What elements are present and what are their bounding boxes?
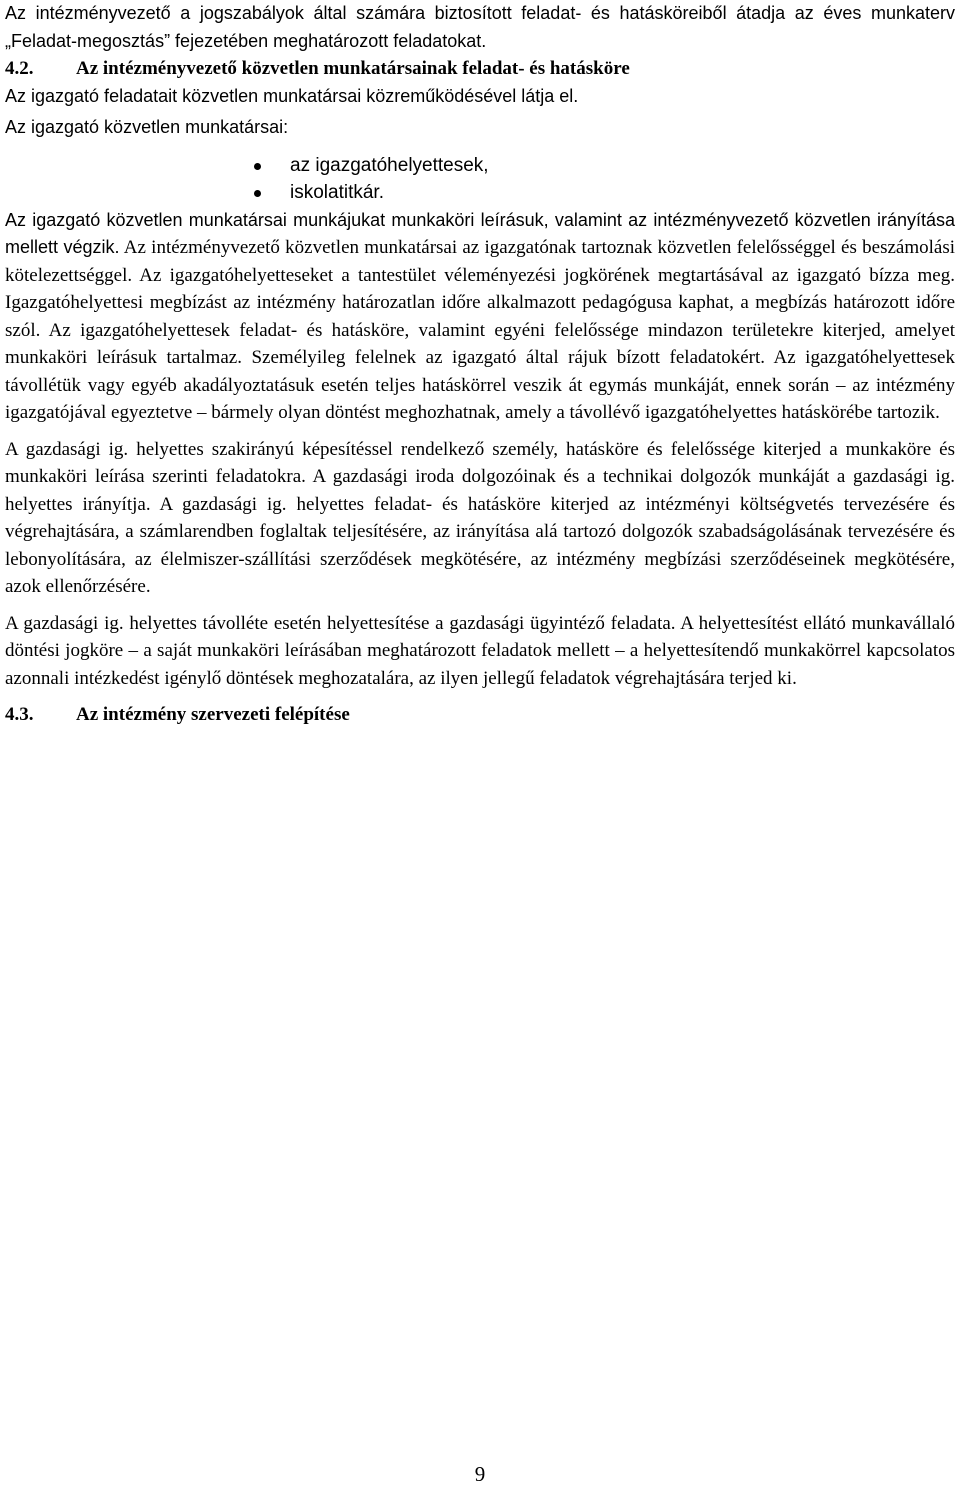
- section-4-2-number: 4.2.: [5, 58, 34, 79]
- paragraph-3-part-2: Az intézményvezető közvetlen munkatársai az igazgatónak tartoznak közvetlen felelősséggel és beszámolási kötelezettséggel. Az igazgatóhelyetteseket a tantestület véleményezési jogkörének megtartásával az igazgató bízza meg. Igazgatóhelyettesi megbízást az intézmény határozatlan időre alkalmazott pedagógusa kaphat, a megbízás határozott időre szól. Az igazgatóhelyettesek feladat- és hatásköre, valamint egyéni felelőssége mindazon területekre kiterjed, amelyet munkaköri leírásuk tartalmaz. Személyileg felelnek az igazgató által rájuk bízott feladatokért. Az igazgatóhelyettesek távollétük vagy egyéb akadályoztatásuk esetén teljes hatáskörrel veszik át egymás munkáját, ennek során – az intézmény igazgatójával egyeztetve – bármely olyan döntést meghozhatnak, amely a távollévő igazgatóhelyettes hatáskörébe tartozik.: [5, 237, 955, 423]
- list-item: [5, 179, 955, 207]
- paragraph-2: Az igazgató közvetlen munkatársai:: [5, 117, 289, 137]
- bullet-icon: [254, 190, 261, 197]
- assistants-list: [5, 152, 955, 207]
- section-4-3-number: 4.3.: [5, 704, 34, 725]
- list-item: [5, 152, 955, 180]
- bullet-icon: [254, 163, 261, 170]
- paragraph-5: A gazdasági ig. helyettes távolléte esetén helyettesítése a gazdasági ügyintéző feladata. A helyettesítést ellátó munkavállaló döntési jogköre – a saját munkaköri leírásában meghatározott feladatok mellett – a helyettesítendő munkakörrel kapcsolatos azonnali intézkedést igénylő döntések meghozatalára, az ilyen jellegű feladatok végrehajtására terjed ki.: [5, 612, 955, 689]
- page-number: 9: [474, 1462, 486, 1486]
- document-page: [5, 0, 955, 729]
- intro-paragraph: Az intézményvezető a jogszabályok által számára biztosított feladat- és hatásköreiből átadja az éves munkaterv „Feladat-megosztás” fejezetében meghatározott feladatokat.: [5, 3, 955, 51]
- section-4-3-title: Az intézmény szervezeti felépítése: [76, 704, 350, 725]
- paragraph-3: [5, 207, 955, 427]
- section-4-3-heading: [5, 701, 955, 729]
- paragraph-4: A gazdasági ig. helyettes szakirányú képesítéssel rendelkező személy, hatásköre és felelőssége kiterjed a munkaköre és munkaköri leírása szerinti feladatokra. A gazdasági iroda dolgozóinak és a technikai dolgozók munkáját a gazdasági ig. helyettes irányítja. A gazdasági ig. helyettes feladat- és hatásköre kiterjed az intézményi költségvetés tervezésére és végrehajtására, a számlarendben foglaltak teljesítésére, az irányítása alá tartozó dolgozók szabadságolásának tervezésére és lebonyolítására, az élelmiszer-szállítási szerződések megkötésére, az intézmény megbízási szerződéseinek megkötésére, azok ellenőrzésére.: [5, 438, 955, 597]
- section-4-2-heading: [5, 55, 955, 83]
- paragraph-1: Az igazgató feladatait közvetlen munkatársai közreműködésével látja el.: [5, 85, 579, 106]
- list-item-text: az igazgatóhelyettesek,: [290, 154, 489, 176]
- section-4-2-title: Az intézményvezető közvetlen munkatársainak feladat- és hatásköre: [76, 58, 630, 79]
- paragraph-3-part-1: Az igazgató közvetlen munkatársai munkájukat munkaköri leírásuk, valamint az intézményvezető közvetlen irányítása mellett végzik.: [5, 209, 955, 257]
- list-item-text: iskolatitkár.: [290, 182, 384, 203]
